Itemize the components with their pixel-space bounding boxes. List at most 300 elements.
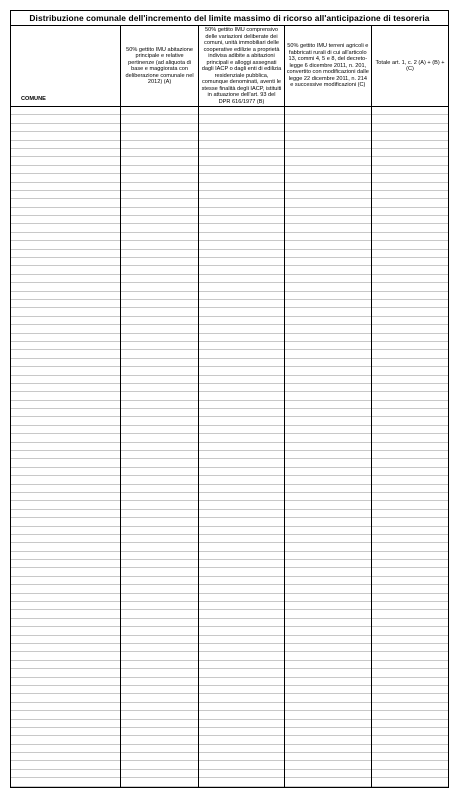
table-row	[11, 392, 448, 400]
table-cell	[120, 509, 199, 517]
table-cell	[199, 593, 284, 601]
table-cell	[120, 425, 199, 433]
table-row	[11, 518, 448, 526]
table-cell	[120, 644, 199, 652]
table-cell	[284, 635, 371, 643]
table-cell	[284, 291, 371, 299]
table-cell	[11, 165, 120, 173]
table-cell	[372, 560, 449, 568]
table-cell	[372, 241, 449, 249]
table-cell	[11, 350, 120, 358]
table-cell	[372, 367, 449, 375]
table-cell	[120, 107, 199, 115]
table-cell	[11, 232, 120, 240]
table-row	[11, 140, 448, 148]
table-cell	[199, 652, 284, 660]
table-cell	[120, 627, 199, 635]
table-cell	[372, 627, 449, 635]
table-row	[11, 551, 448, 559]
table-cell	[372, 551, 449, 559]
table-cell	[199, 174, 284, 182]
table-cell	[372, 148, 449, 156]
table-cell	[284, 660, 371, 668]
table-row	[11, 526, 448, 534]
table-cell	[11, 442, 120, 450]
table-cell	[199, 165, 284, 173]
table-cell	[120, 266, 199, 274]
table-cell	[372, 442, 449, 450]
table-cell	[199, 736, 284, 744]
table-row	[11, 451, 448, 459]
table-cell	[284, 241, 371, 249]
table-cell	[284, 249, 371, 257]
table-cell	[120, 526, 199, 534]
page-title: Distribuzione comunale dell'incremento del limite massimo di ricorso all'anticipazione di tesoreria	[11, 11, 448, 26]
table-cell	[284, 358, 371, 366]
table-cell	[120, 736, 199, 744]
table-cell	[11, 711, 120, 719]
table-row	[11, 635, 448, 643]
table-cell	[372, 769, 449, 777]
table-cell	[372, 115, 449, 123]
table-cell	[11, 190, 120, 198]
table-cell	[11, 602, 120, 610]
table-row	[11, 383, 448, 391]
table-cell	[284, 568, 371, 576]
table-cell	[284, 576, 371, 584]
table-row	[11, 375, 448, 383]
table-cell	[284, 719, 371, 727]
table-cell	[120, 434, 199, 442]
table-row	[11, 778, 448, 786]
table-cell	[372, 484, 449, 492]
table-cell	[11, 375, 120, 383]
table-cell	[11, 501, 120, 509]
table-row	[11, 308, 448, 316]
table-cell	[199, 669, 284, 677]
table-cell	[284, 467, 371, 475]
table-cell	[372, 610, 449, 618]
table-cell	[372, 568, 449, 576]
table-cell	[199, 543, 284, 551]
table-cell	[284, 677, 371, 685]
table-cell	[199, 350, 284, 358]
table-row	[11, 769, 448, 777]
table-cell	[199, 157, 284, 165]
table-cell	[11, 216, 120, 224]
table-cell	[120, 190, 199, 198]
table-cell	[284, 316, 371, 324]
table-cell	[372, 224, 449, 232]
table-cell	[199, 367, 284, 375]
table-cell	[284, 761, 371, 769]
table-cell	[11, 652, 120, 660]
table-row	[11, 400, 448, 408]
table-cell	[120, 199, 199, 207]
table-cell	[284, 610, 371, 618]
table-cell	[199, 266, 284, 274]
table-cell	[11, 451, 120, 459]
table-row	[11, 232, 448, 240]
table-cell	[372, 543, 449, 551]
table-cell	[11, 249, 120, 257]
table-cell	[372, 190, 449, 198]
table-cell	[11, 509, 120, 517]
table-cell	[199, 409, 284, 417]
table-row	[11, 753, 448, 761]
table-row	[11, 274, 448, 282]
table-cell	[11, 593, 120, 601]
table-cell	[372, 677, 449, 685]
table-cell	[284, 417, 371, 425]
table-cell	[284, 526, 371, 534]
table-cell	[199, 585, 284, 593]
table-cell	[372, 375, 449, 383]
table-cell	[372, 358, 449, 366]
table-cell	[284, 652, 371, 660]
table-cell	[372, 576, 449, 584]
table-cell	[11, 367, 120, 375]
table-cell	[120, 660, 199, 668]
table-cell	[284, 165, 371, 173]
table-cell	[11, 484, 120, 492]
table-cell	[11, 299, 120, 307]
table-cell	[199, 509, 284, 517]
table-cell	[11, 107, 120, 115]
table-row	[11, 165, 448, 173]
table-cell	[284, 711, 371, 719]
table-row	[11, 702, 448, 710]
table-cell	[199, 635, 284, 643]
table-row	[11, 249, 448, 257]
table-cell	[284, 551, 371, 559]
table-row	[11, 492, 448, 500]
table-cell	[120, 350, 199, 358]
table-cell	[120, 308, 199, 316]
table-cell	[372, 702, 449, 710]
table-row	[11, 199, 448, 207]
table-cell	[284, 778, 371, 786]
table-cell	[120, 299, 199, 307]
table-cell	[372, 644, 449, 652]
table-cell	[199, 560, 284, 568]
table-cell	[11, 400, 120, 408]
table-cell	[11, 148, 120, 156]
table-row	[11, 316, 448, 324]
table-cell	[120, 467, 199, 475]
table-cell	[284, 669, 371, 677]
table-cell	[372, 316, 449, 324]
table-cell	[120, 484, 199, 492]
table-cell	[372, 140, 449, 148]
table-cell	[372, 249, 449, 257]
table-row	[11, 409, 448, 417]
table-cell	[284, 585, 371, 593]
header-row	[11, 26, 448, 107]
table-cell	[199, 719, 284, 727]
table-row	[11, 132, 448, 140]
table-row	[11, 434, 448, 442]
table-cell	[372, 350, 449, 358]
table-cell	[11, 333, 120, 341]
table-cell	[120, 585, 199, 593]
table-row	[11, 291, 448, 299]
table-cell	[372, 291, 449, 299]
table-row	[11, 190, 448, 198]
table-cell	[120, 341, 199, 349]
table-cell	[11, 635, 120, 643]
table-row	[11, 350, 448, 358]
table-cell	[284, 266, 371, 274]
table-cell	[11, 669, 120, 677]
table-cell	[199, 568, 284, 576]
table-cell	[199, 333, 284, 341]
table-cell	[199, 576, 284, 584]
table-cell	[11, 409, 120, 417]
table-cell	[284, 492, 371, 500]
table-cell	[284, 341, 371, 349]
table-cell	[120, 333, 199, 341]
table-cell	[372, 165, 449, 173]
table-cell	[11, 492, 120, 500]
table-cell	[199, 434, 284, 442]
table-cell	[120, 325, 199, 333]
table-row	[11, 618, 448, 626]
table-cell	[120, 694, 199, 702]
table-cell	[284, 434, 371, 442]
table-row	[11, 719, 448, 727]
table-cell	[199, 123, 284, 131]
table-cell	[284, 132, 371, 140]
table-cell	[120, 165, 199, 173]
table-cell	[120, 400, 199, 408]
table-cell	[11, 576, 120, 584]
header-col-a: 50% gettito IMU abitazione principale e relative pertinenze (ad aliquota di base e maggiorata con deliberazione comunale nel 2012) (A)	[120, 26, 199, 107]
table-row	[11, 593, 448, 601]
table-cell	[11, 325, 120, 333]
table-cell	[11, 434, 120, 442]
table-cell	[284, 442, 371, 450]
table-cell	[372, 711, 449, 719]
table-cell	[199, 274, 284, 282]
table-cell	[372, 635, 449, 643]
table-cell	[284, 283, 371, 291]
table-row	[11, 627, 448, 635]
table-cell	[372, 518, 449, 526]
table-cell	[11, 140, 120, 148]
table-cell	[11, 568, 120, 576]
table-cell	[120, 635, 199, 643]
table-row	[11, 484, 448, 492]
table-cell	[372, 467, 449, 475]
table-cell	[372, 753, 449, 761]
table-cell	[199, 476, 284, 484]
table-body	[11, 107, 448, 787]
table-cell	[11, 283, 120, 291]
table-cell	[199, 694, 284, 702]
table-cell	[120, 274, 199, 282]
table-cell	[372, 694, 449, 702]
table-cell	[11, 115, 120, 123]
table-cell	[284, 299, 371, 307]
table-cell	[11, 199, 120, 207]
table-cell	[120, 358, 199, 366]
table-cell	[284, 107, 371, 115]
table-cell	[372, 123, 449, 131]
table-cell	[372, 652, 449, 660]
table-cell	[372, 501, 449, 509]
table-cell	[372, 459, 449, 467]
table-cell	[120, 593, 199, 601]
table-cell	[120, 543, 199, 551]
table-cell	[120, 417, 199, 425]
table-cell	[11, 224, 120, 232]
table-cell	[11, 677, 120, 685]
table-cell	[372, 534, 449, 542]
table-cell	[199, 241, 284, 249]
table-row	[11, 585, 448, 593]
table-cell	[11, 383, 120, 391]
table-cell	[284, 451, 371, 459]
table-sheet	[10, 10, 449, 788]
table-cell	[120, 476, 199, 484]
table-cell	[199, 216, 284, 224]
table-cell	[284, 560, 371, 568]
table-cell	[372, 492, 449, 500]
table-row	[11, 467, 448, 475]
table-cell	[120, 451, 199, 459]
table-cell	[120, 148, 199, 156]
table-cell	[199, 492, 284, 500]
table-cell	[120, 652, 199, 660]
table-cell	[120, 182, 199, 190]
table-cell	[199, 140, 284, 148]
table-cell	[199, 417, 284, 425]
table-cell	[199, 132, 284, 140]
table-row	[11, 660, 448, 668]
header-total: Totale art. 1, c. 2 (A) + (B) + (C)	[372, 26, 449, 107]
table-cell	[372, 660, 449, 668]
table-row	[11, 157, 448, 165]
table-cell	[199, 425, 284, 433]
table-cell	[284, 702, 371, 710]
table-row	[11, 367, 448, 375]
table-cell	[372, 325, 449, 333]
table-cell	[11, 274, 120, 282]
table-row	[11, 610, 448, 618]
table-cell	[199, 375, 284, 383]
table-cell	[372, 157, 449, 165]
table-cell	[284, 644, 371, 652]
table-cell	[120, 761, 199, 769]
table-row	[11, 299, 448, 307]
table-cell	[284, 736, 371, 744]
table-cell	[120, 602, 199, 610]
table-cell	[372, 618, 449, 626]
table-cell	[199, 358, 284, 366]
table-cell	[11, 132, 120, 140]
table-cell	[120, 459, 199, 467]
table-cell	[372, 400, 449, 408]
table-cell	[284, 325, 371, 333]
table-row	[11, 325, 448, 333]
table-cell	[284, 769, 371, 777]
table-cell	[199, 602, 284, 610]
table-cell	[11, 585, 120, 593]
table-cell	[11, 476, 120, 484]
table-cell	[199, 115, 284, 123]
table-cell	[120, 518, 199, 526]
table-cell	[372, 216, 449, 224]
table-cell	[120, 241, 199, 249]
table-cell	[284, 157, 371, 165]
table-cell	[11, 610, 120, 618]
table-cell	[372, 593, 449, 601]
table-row	[11, 358, 448, 366]
table-cell	[284, 476, 371, 484]
table-cell	[120, 669, 199, 677]
table-row	[11, 501, 448, 509]
table-row	[11, 283, 448, 291]
table-cell	[284, 744, 371, 752]
table-cell	[199, 341, 284, 349]
table-cell	[199, 685, 284, 693]
table-cell	[284, 174, 371, 182]
table-cell	[11, 241, 120, 249]
table-cell	[372, 182, 449, 190]
table-row	[11, 207, 448, 215]
table-cell	[372, 333, 449, 341]
table-cell	[11, 459, 120, 467]
table-row	[11, 442, 448, 450]
table-row	[11, 669, 448, 677]
table-cell	[120, 560, 199, 568]
table-cell	[120, 568, 199, 576]
table-cell	[284, 140, 371, 148]
table-cell	[284, 367, 371, 375]
table-cell	[284, 232, 371, 240]
table-cell	[199, 316, 284, 324]
table-cell	[120, 207, 199, 215]
table-cell	[120, 719, 199, 727]
table-cell	[199, 249, 284, 257]
table-row	[11, 123, 448, 131]
table-cell	[120, 442, 199, 450]
table-cell	[120, 367, 199, 375]
table-cell	[372, 778, 449, 786]
table-cell	[372, 383, 449, 391]
table-cell	[284, 350, 371, 358]
table-row	[11, 459, 448, 467]
table-cell	[372, 685, 449, 693]
table-row	[11, 602, 448, 610]
table-cell	[284, 534, 371, 542]
table-cell	[120, 115, 199, 123]
table-cell	[284, 518, 371, 526]
table-cell	[199, 299, 284, 307]
table-cell	[120, 383, 199, 391]
table-cell	[284, 459, 371, 467]
table-cell	[11, 685, 120, 693]
header-col-c: 50% gettito IMU terreni agricoli e fabbricati rurali di cui all'articolo 13, commi 4, 5 e 8, del decreto-legge 6 dicembre 2011, n. 201, convertito con modificazioni dalle legge 22 dicembre 2011, n. 214 e successive modificazioni (C)	[284, 26, 371, 107]
table-cell	[120, 216, 199, 224]
table-cell	[120, 283, 199, 291]
table-cell	[11, 644, 120, 652]
table-cell	[199, 644, 284, 652]
table-cell	[120, 610, 199, 618]
table-cell	[284, 392, 371, 400]
table-row	[11, 224, 448, 232]
